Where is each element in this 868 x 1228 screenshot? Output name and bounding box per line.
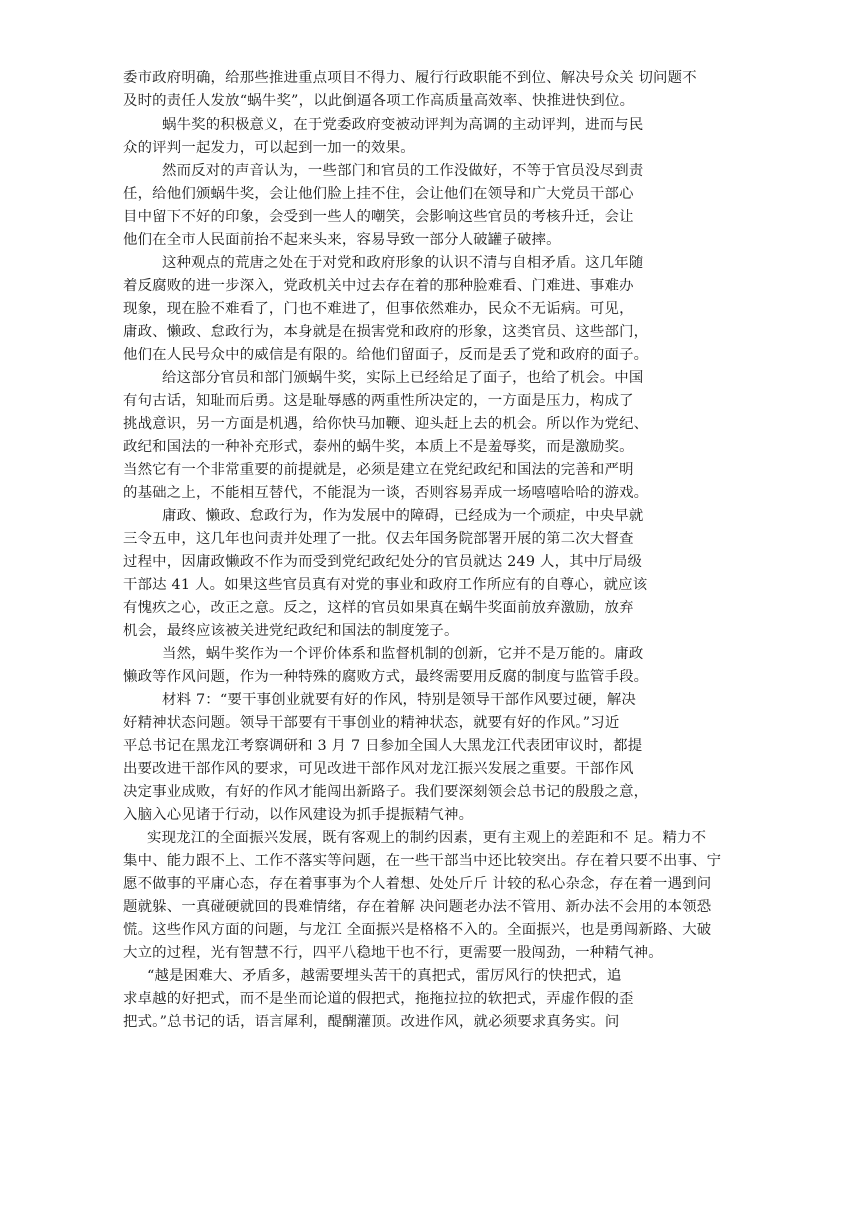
text-line: 庸政、懒政、怠政行为，本身就是在损害党和政府的形象，这类官员、这些部门， (123, 324, 649, 340)
text-line: 入脑入心见诸于行动，以作风建设为抓手提振精气神。 (123, 807, 474, 823)
text-line: 大立的过程，光有智慧不行，四平八稳地干也不行，更需要一股闯劲，一种精气神。 (123, 945, 663, 961)
text-line: 然而反对的声音认为，一些部门和官员的工作没做好，不等于官员没尽到责 (162, 163, 644, 179)
text-line: 有愧疚之心，改正之意。反之，这样的官员如果真在蜗牛奖面前放弃激励，放弃 (123, 600, 634, 616)
text-line: 把式。”总书记的话，语言犀利，醍醐灌顶。改进作风，就必须要求真务实。问 (123, 1014, 620, 1030)
text-line: 他们在全市人民面前抬不起来头来，容易导致一部分人破罐子破摔。 (123, 232, 561, 248)
text-line: 有句古话，知耻而后勇。这是耻辱感的两重性所决定的，一方面是压力，构成了 (123, 393, 634, 409)
text-line: 懒政等作风问题，作为一种特殊的腐败方式，最终需要用反腐的制度与监管手段。 (123, 669, 649, 685)
text-line: 挑战意识，另一方面是机遇，给你快马加鞭、迎头赶上去的机会。所以作为党纪、 (123, 416, 649, 432)
text-line: 现象，现在脸不难看了，门也不难进了，但事依然难办，民众不无诟病。可见， (123, 301, 634, 317)
text-line: 决定事业成败，有好的作风才能闯出新路子。我们要深刻领会总书记的殷殷之意， (123, 784, 649, 800)
text-line: 出要改进干部作风的要求，可见改进干部作风对龙江振兴发展之重要。干部作风 (123, 761, 634, 777)
text-line: 平总书记在黑龙江考察调研和 3 月 7 日参加全国人大黑龙江代表团审议时，都提 (123, 738, 643, 754)
text-line: 政纪和国法的一种补充形式，泰州的蜗牛奖，本质上不是羞辱奖，而是激励奖。 (123, 439, 634, 455)
text-line: 委市政府明确，给那些推进重点项目不得力、履行行政职能不到位、解决号众关 切问题不 (123, 70, 697, 86)
text-line: “越是困难大、矛盾多，越需要埋头苦干的真把式，雷厉风行的快把式，追 (147, 968, 622, 984)
text-line: 的基础之上，不能相互替代，不能混为一谈，否则容易弄成一场嘻嘻哈哈的游戏。 (123, 485, 649, 501)
text-line: 蜗牛奖的积极意义，在于党委政府变被动评判为高调的主动评判，进而与民 (162, 117, 644, 133)
text-line: 慌。这些作风方面的问题，与龙江 全面振兴是格格不入的。全面振兴，也是勇闯新路、大破 (123, 922, 712, 938)
text-line: 干部达 41 人。如果这些官员真有对党的事业和政府工作所应有的自尊心，就应该 (123, 577, 648, 593)
text-line: 实现龙江的全面振兴发展，既有客观上的制约因素，更有主观上的差距和不 足。精力不 (147, 830, 707, 846)
text-line: 他们在人民号众中的威信是有限的。给他们留面子，反而是丢了党和政府的面子。 (123, 347, 649, 363)
text-line: 这种观点的荒唐之处在于对党和政府形象的认识不清与自相矛盾。这几年随 (162, 255, 644, 271)
text-line: 求卓越的好把式，而不是坐而论道的假把式，拖拖拉拉的软把式，弄虚作假的歪 (123, 991, 634, 1007)
text-line: 目中留下不好的印象，会受到一些人的嘲笑，会影响这些官员的考核升迁，会让 (123, 209, 634, 225)
text-line: 过程中，因庸政懒政不作为而受到党纪政纪处分的官员就达 249 人，其中厅局级 (123, 554, 643, 570)
text-line: 给这部分官员和部门颁蜗牛奖，实际上已经给足了面子，也给了机会。中国 (162, 370, 644, 386)
text-line: 众的评判一起发力，可以起到一加一的效果。 (123, 140, 415, 156)
text-line: 材料 7：“要干事创业就要有好的作风，特别是领导干部作风要过硬，解决 (162, 692, 636, 708)
text-line: 愿不做事的平庸心态，存在着事事为个人着想、处处斤斤 计较的私心杂念，存在着一遇到问 (123, 876, 712, 892)
text-line: 机会，最终应该被关进党纪政纪和国法的制度笼子。 (123, 623, 459, 639)
text-line: 题就躲、一真碰硬就回的畏难情绪，存在着解 决问题老办法不管用、新办法不会用的本领恐 (123, 899, 712, 915)
text-line: 任，给他们颁蜗牛奖，会让他们脸上挂不住，会让他们在领导和广大党员干部心 (123, 186, 634, 202)
text-line: 当然，蜗牛奖作为一个评价体系和监督机制的创新，它并不是万能的。庸政 (162, 646, 644, 662)
text-line: 着反腐败的进一步深入，党政机关中过去存在着的那种脸难看、门难进、事难办 (123, 278, 634, 294)
text-line: 集中、能力跟不上、工作不落实等问题，在一些干部当中还比较突出。存在着只要不出事、宁 (123, 853, 722, 869)
text-line: 及时的责任人发放“蜗牛奖”，以此倒逼各项工作高质量高效率、快推进快到位。 (123, 93, 635, 109)
text-line: 三令五申，这几年也问责并处理了一批。仅去年国务院部署开展的第二次大督查 (123, 531, 634, 547)
text-line: 庸政、懒政、怠政行为，作为发展中的障碍，已经成为一个顽症，中央早就 (162, 508, 644, 524)
text-line: 好精神状态问题。领导干部要有干事创业的精神状态，就要有好的作风。”习近 (123, 715, 620, 731)
text-line: 当然它有一个非常重要的前提就是，必须是建立在党纪政纪和国法的完善和严明 (123, 462, 634, 478)
